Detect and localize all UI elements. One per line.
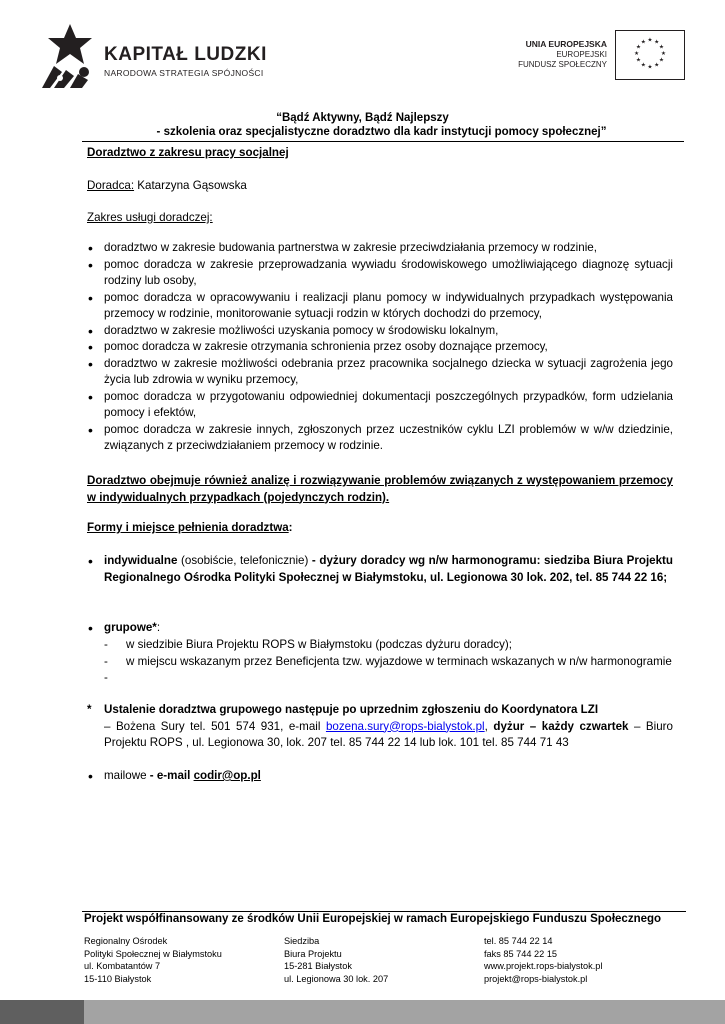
svg-text:★: ★ [654, 39, 660, 46]
section-heading: Doradztwo z zakresu pracy socjalnej [87, 146, 289, 159]
scope-heading: Zakres usługi doradczej: [87, 211, 213, 224]
group-list [87, 620, 673, 637]
individual-schedule: - dyżury doradcy wg n/w harmonogramu: siedziba Biura Projektu Regionalnego Ośrodka Polityki Społecznej w Białymstoku, ul. Legionowa 30 lok. 202, tel. 85 744 22 16; [104, 554, 673, 584]
svg-text:★: ★ [640, 39, 646, 46]
footnote-heading [87, 702, 673, 719]
footnote-duty-day: dyżur – każdy czwartek [493, 719, 629, 733]
footer-bar-light [84, 1000, 725, 1024]
individual-label: indywidualne [104, 554, 178, 567]
advisor-line [87, 178, 673, 195]
list-item: • doradztwo w zakresie budowania partnerstwa w zakresie przeciwdziałania przemocy w rodzinie, [87, 240, 673, 257]
footnote-star: * [87, 703, 92, 716]
mail-list [87, 768, 673, 785]
group-colon: : [156, 621, 161, 634]
advisor-name: Katarzyna Gąsowska [134, 179, 247, 192]
forms-heading [87, 520, 673, 537]
footer-line: Biura Projektu [284, 948, 342, 959]
footer-title: Projekt współfinansowany ze środków Unii Europejskiej w ramach Europejskiego Funduszu Społecznego [84, 913, 662, 925]
footer-line: faks 85 744 22 15 [484, 948, 558, 959]
footnote-text3: – Biuro Projektu ROPS , ul. Legionowa 30, lok. 207 tel. 85 744 22 14 lub lok. 101 tel. 85 744 71 43 [104, 719, 673, 749]
list-item-individual [87, 553, 673, 586]
footer-line: Regionalny Ośrodek [84, 936, 168, 946]
svg-text:★: ★ [658, 44, 665, 51]
mail-label: mailowe [104, 769, 150, 782]
list-item: • doradztwo w zakresie możliwości odebrania przez pracownika socjalnego dziecka w sytuacji zagrożenia jego życia lub zdrowia w wyniku przemocy, [87, 356, 673, 389]
svg-text:★: ★ [658, 57, 665, 64]
svg-text:★: ★ [647, 37, 653, 44]
footer-line: ul. Legionowa 30 lok. 207 [284, 973, 389, 984]
list-item: • pomoc doradcza w zakresie przeprowadzania wywiadu środowiskowego umożliwiającego diagnozę sytuacji rodziny lub osoby, [87, 257, 673, 290]
footer-col-address [84, 935, 222, 985]
mail-bold: - e-mail [149, 769, 194, 782]
svg-text:★: ★ [654, 62, 660, 69]
list-item [103, 670, 673, 687]
footer-line: tel. 85 744 22 14 [484, 936, 553, 946]
group-sublist [103, 637, 673, 687]
footnote-text2: , [484, 719, 494, 733]
kapital-ludzki-emblem-icon [40, 22, 98, 88]
list-item-mail [87, 768, 673, 785]
list-item: - w miejscu wskazanym przez Beneficjenta tzw. wyjazdowe w terminach wskazanych w n/w harmonogramie [103, 654, 673, 671]
footer-col-office [284, 935, 388, 985]
list-item: • pomoc doradcza w zakresie innych, zgłoszonych przez uczestników cyklu LZI problemów w w/w dziedzinie, związanych z przeciwdziałaniem przemocy w rodzinie. [87, 422, 673, 455]
eu-logo-line3: FUNDUSZ SPOŁECZNY [518, 60, 607, 69]
svg-text:★: ★ [633, 51, 640, 57]
individual-detail: (osobiście, telefonicznie) [177, 554, 312, 567]
kapital-ludzki-subtitle: NARODOWA STRATEGIA SPÓJNOŚCI [104, 68, 264, 78]
list-item: - w siedzibie Biura Projektu ROPS w Białymstoku (podczas dyżuru doradcy); [103, 637, 673, 654]
footer-line: Polityki Społecznej w Białymstoku [84, 948, 222, 959]
project-subtitle: - szkolenia oraz specjalistyczne doradztwo dla kadr instytucji pomocy społecznej” [156, 126, 607, 138]
footer-line: Siedziba [284, 936, 320, 946]
footer-email[interactable]: projekt@rops-bialystok.pl [484, 973, 588, 984]
footer-website[interactable]: www.projekt.rops-bialystok.pl [484, 961, 603, 971]
eu-logo-line2: EUROPEJSKI [556, 49, 607, 59]
advisor-label: Doradca: [87, 179, 135, 192]
footer-bar-dark [0, 1000, 84, 1024]
coordinator-email-link[interactable]: bozena.sury@rops-bialystok.pl [325, 719, 485, 733]
scope-list [87, 240, 673, 455]
list-item-group [87, 620, 673, 637]
project-title: “Bądź Aktywny, Bądź Najlepszy [276, 112, 449, 124]
individual-list [87, 553, 673, 586]
footer-line: 15-281 Białystok [284, 961, 352, 971]
svg-text:★: ★ [635, 57, 642, 64]
list-item: • doradztwo w zakresie możliwości uzyskania pomocy w środowisku lokalnym, [87, 323, 673, 340]
footnote [87, 702, 673, 752]
svg-text:★: ★ [635, 44, 642, 51]
footnote-text1: – Bożena Sury tel. 501 574 931, e-mail [104, 719, 326, 733]
forms-heading-colon: : [288, 521, 293, 534]
footer-line: ul. Kombatantów 7 [84, 961, 161, 971]
list-item: • pomoc doradcza w przygotowaniu odpowiedniej dokumentacji poszczególnych przypadków, form udzielania pomocy i efektów, [87, 389, 673, 422]
eu-logo [505, 30, 685, 82]
group-label: grupowe* [104, 621, 157, 634]
svg-text:★: ★ [660, 51, 667, 57]
svg-text:★: ★ [640, 62, 646, 69]
kapital-ludzki-title: KAPITAŁ LUDZKI [104, 44, 267, 65]
title-divider [82, 141, 684, 142]
footnote-bold-line: Ustalenie doradztwa grupowego następuje po uprzednim zgłoszeniu do Koordynatora LZI [104, 703, 599, 716]
svg-text:★: ★ [647, 64, 653, 71]
forms-heading-text: Formy i miejsce pełnienia doradztwa [87, 521, 289, 534]
list-item: • pomoc doradcza w opracowywaniu i realizacji planu pomocy w indywidualnych przypadkach występowania przemocy w rodzinie, monitorowanie sytuacji rodzin w których dochodzi do przemocy, [87, 290, 673, 323]
eu-logo-text [518, 39, 607, 71]
footer-line: 15-110 Białystok [84, 973, 152, 984]
mail-address[interactable]: codir@op.pl [193, 769, 261, 782]
kapital-ludzki-logo [40, 22, 270, 92]
footnote-contact [87, 719, 673, 752]
eu-logo-line1: UNIA EUROPEJSKA [525, 39, 607, 49]
eu-flag-icon [615, 30, 685, 80]
list-item: • pomoc doradcza w zakresie otrzymania schronienia przez osoby doznające przemocy, [87, 339, 673, 356]
scope-note: Doradztwo obejmuje również analizę i rozwiązywanie problemów związanych z występowaniem przemocy w indywidualnych przypadkach (pojedynczych rodzin). [87, 474, 673, 504]
footer-col-contact [484, 935, 602, 985]
footer-divider [82, 911, 686, 912]
